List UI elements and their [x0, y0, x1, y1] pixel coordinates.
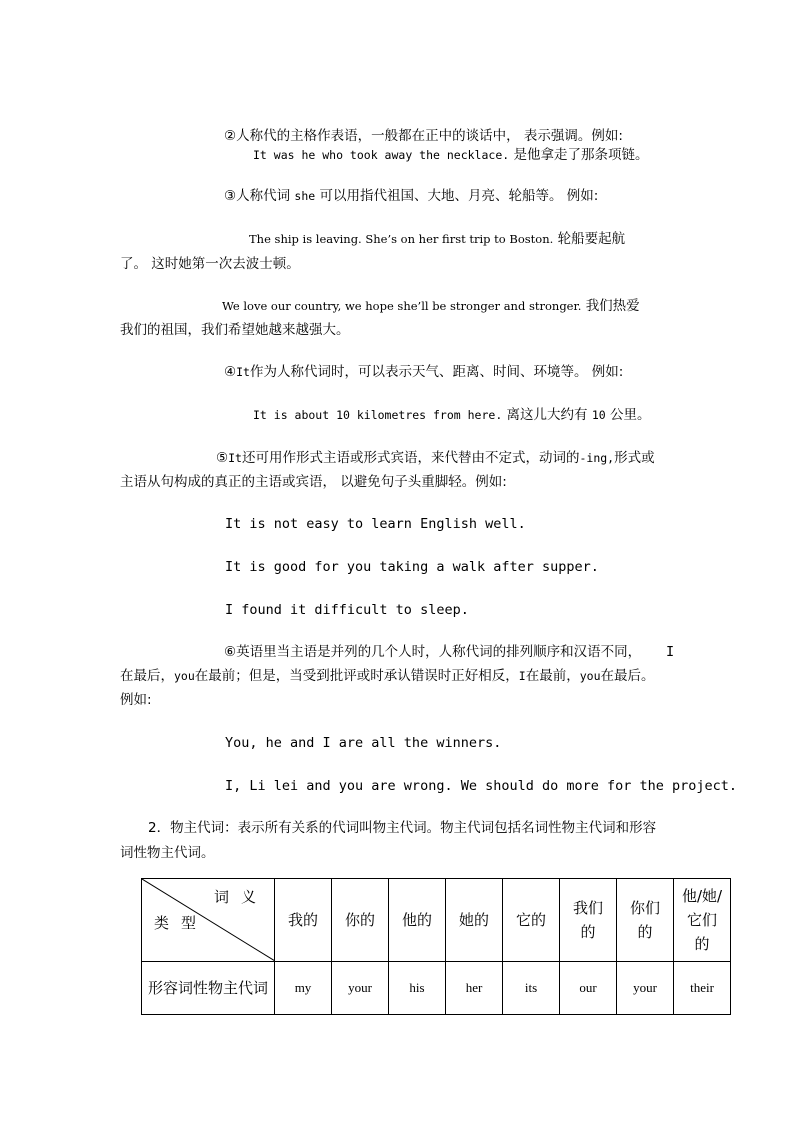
example-4-chinese-b: 公里。	[610, 407, 651, 423]
example-6-2: I, Li lei and you are wrong. We should do more for the project.	[225, 778, 738, 794]
paragraph-5-text-c: 主语从句构成的真正的主语或宾语， 以避免句子头重脚轻。例如:	[120, 474, 507, 490]
paragraph-6-line3	[120, 690, 152, 710]
table-corner-cell	[142, 879, 275, 962]
paragraph-5-text-b: 形式或	[614, 450, 655, 466]
example-2	[253, 145, 648, 165]
corner-label-top: 词义	[213, 888, 268, 906]
example-2-english: It was he who took away the necklace.	[253, 148, 510, 162]
example-5-2: It is good for you taking a walk after supper.	[225, 559, 599, 575]
paragraph-4-marker: ④	[224, 364, 237, 380]
header-cell: 你们的	[617, 879, 674, 962]
paragraph-6-you: you	[174, 669, 195, 683]
example-2-chinese: 是他拿走了那条项链。	[513, 147, 649, 163]
paragraph-6-you-2: you	[579, 669, 601, 683]
header-cell: 我们的	[560, 879, 617, 962]
value-cell: your	[617, 962, 674, 1015]
value-cell: their	[674, 962, 731, 1015]
paragraph-4-heading	[224, 362, 623, 382]
paragraph-5-line1	[216, 448, 655, 468]
value-cell: our	[560, 962, 617, 1015]
paragraph-6-line1	[224, 642, 641, 662]
table-row	[142, 962, 731, 1015]
paragraph-3-text-b: 可以用指代祖国、大地、月亮、轮船等。 例如:	[319, 188, 599, 204]
paragraph-4-text: 作为人称代词时，可以表示天气、距离、时间、环境等。 例如:	[249, 364, 624, 380]
paragraph-6-text-d: 在最前，	[525, 668, 580, 684]
paragraph-6-text-f: 例如:	[120, 692, 152, 708]
paragraph-5-line2	[120, 472, 507, 492]
paragraph-5-ing: -ing,	[579, 451, 615, 465]
paragraph-3-heading	[224, 186, 598, 206]
section-2-line1: 2．物主代词：表示所有关系的代词叫物主代词。物主代词包括名词性物主代词和形容	[148, 820, 657, 836]
example-5-1: It is not easy to learn English well.	[225, 516, 526, 532]
example-4-chinese-a: 离这儿大约有	[506, 407, 588, 423]
header-cell: 她的	[446, 879, 503, 962]
example-5-3: I found it difficult to sleep.	[225, 602, 469, 618]
paragraph-6-i: I	[666, 644, 675, 660]
example-4-english: It is about 10 kilometres from here.	[253, 408, 503, 422]
paragraph-6-text-e: 在最后。	[600, 668, 655, 684]
row-label-cell: 形容词性物主代词	[142, 962, 275, 1015]
paragraph-6-line2	[120, 666, 655, 686]
example-3-2-chinese-b: 我们的祖国，我们希望她越来越强大。	[120, 322, 350, 338]
paragraph-5-text-a: 还可用作形式主语或形式宾语，来代替由不定式，动词的	[241, 450, 580, 466]
paragraph-6-text-a: ⑥英语里当主语是并列的几个人时，人称代词的排列顺序和汉语不同，	[224, 644, 642, 660]
example-3-2-line2	[120, 320, 350, 340]
example-3-1-line1	[249, 229, 625, 249]
paragraph-6-i-2: I	[518, 669, 526, 683]
example-3-2-chinese-a: 我们热爱	[585, 298, 640, 314]
paragraph-2-text: ②人称代的主格作表语，一般都在正中的谈话中， 表示强调。例如:	[224, 128, 623, 144]
header-cell: 你的	[332, 879, 389, 962]
example-4	[253, 405, 651, 425]
example-3-2-english: We love our country, we hope she’ll be stronger and stronger.	[222, 299, 582, 313]
example-6-1: You, he and I are all the winners.	[225, 735, 502, 751]
example-3-1-line2	[120, 254, 300, 274]
corner-label-bottom: 类型	[154, 914, 209, 932]
example-3-1-chinese-b: 了。 这时她第一次去波士顿。	[120, 256, 300, 272]
possessive-pronoun-table	[141, 878, 731, 1015]
header-cell: 他的	[389, 879, 446, 962]
header-cell: 他/她/它们的	[674, 879, 731, 962]
paragraph-2-heading	[224, 126, 623, 146]
paragraph-3-text-a: ③人称代词	[224, 188, 291, 204]
value-cell: my	[275, 962, 332, 1015]
example-3-1-chinese-a: 轮船要起航	[557, 231, 626, 247]
table-header-row	[142, 879, 731, 962]
paragraph-6-text-c: 在最前；但是，当受到批评或时承认错误时正好相反，	[194, 668, 519, 684]
example-3-1-english: The ship is leaving. She’s on her first trip to Boston.	[249, 232, 554, 246]
header-cell: 它的	[503, 879, 560, 962]
paragraph-5-marker: ⑤	[216, 450, 229, 466]
value-cell: his	[389, 962, 446, 1015]
value-cell: your	[332, 962, 389, 1015]
paragraph-6-text-b: 在最后，	[120, 668, 174, 684]
example-3-2-line1	[222, 296, 640, 316]
paragraph-4-it: It	[236, 365, 250, 379]
example-4-number: 10	[591, 408, 606, 422]
section-2-line2: 词性物主代词。	[120, 845, 215, 861]
paragraph-5-it: It	[228, 451, 242, 465]
header-cell: 我的	[275, 879, 332, 962]
value-cell: her	[446, 962, 503, 1015]
value-cell: its	[503, 962, 560, 1015]
paragraph-3-she: she	[294, 189, 316, 203]
